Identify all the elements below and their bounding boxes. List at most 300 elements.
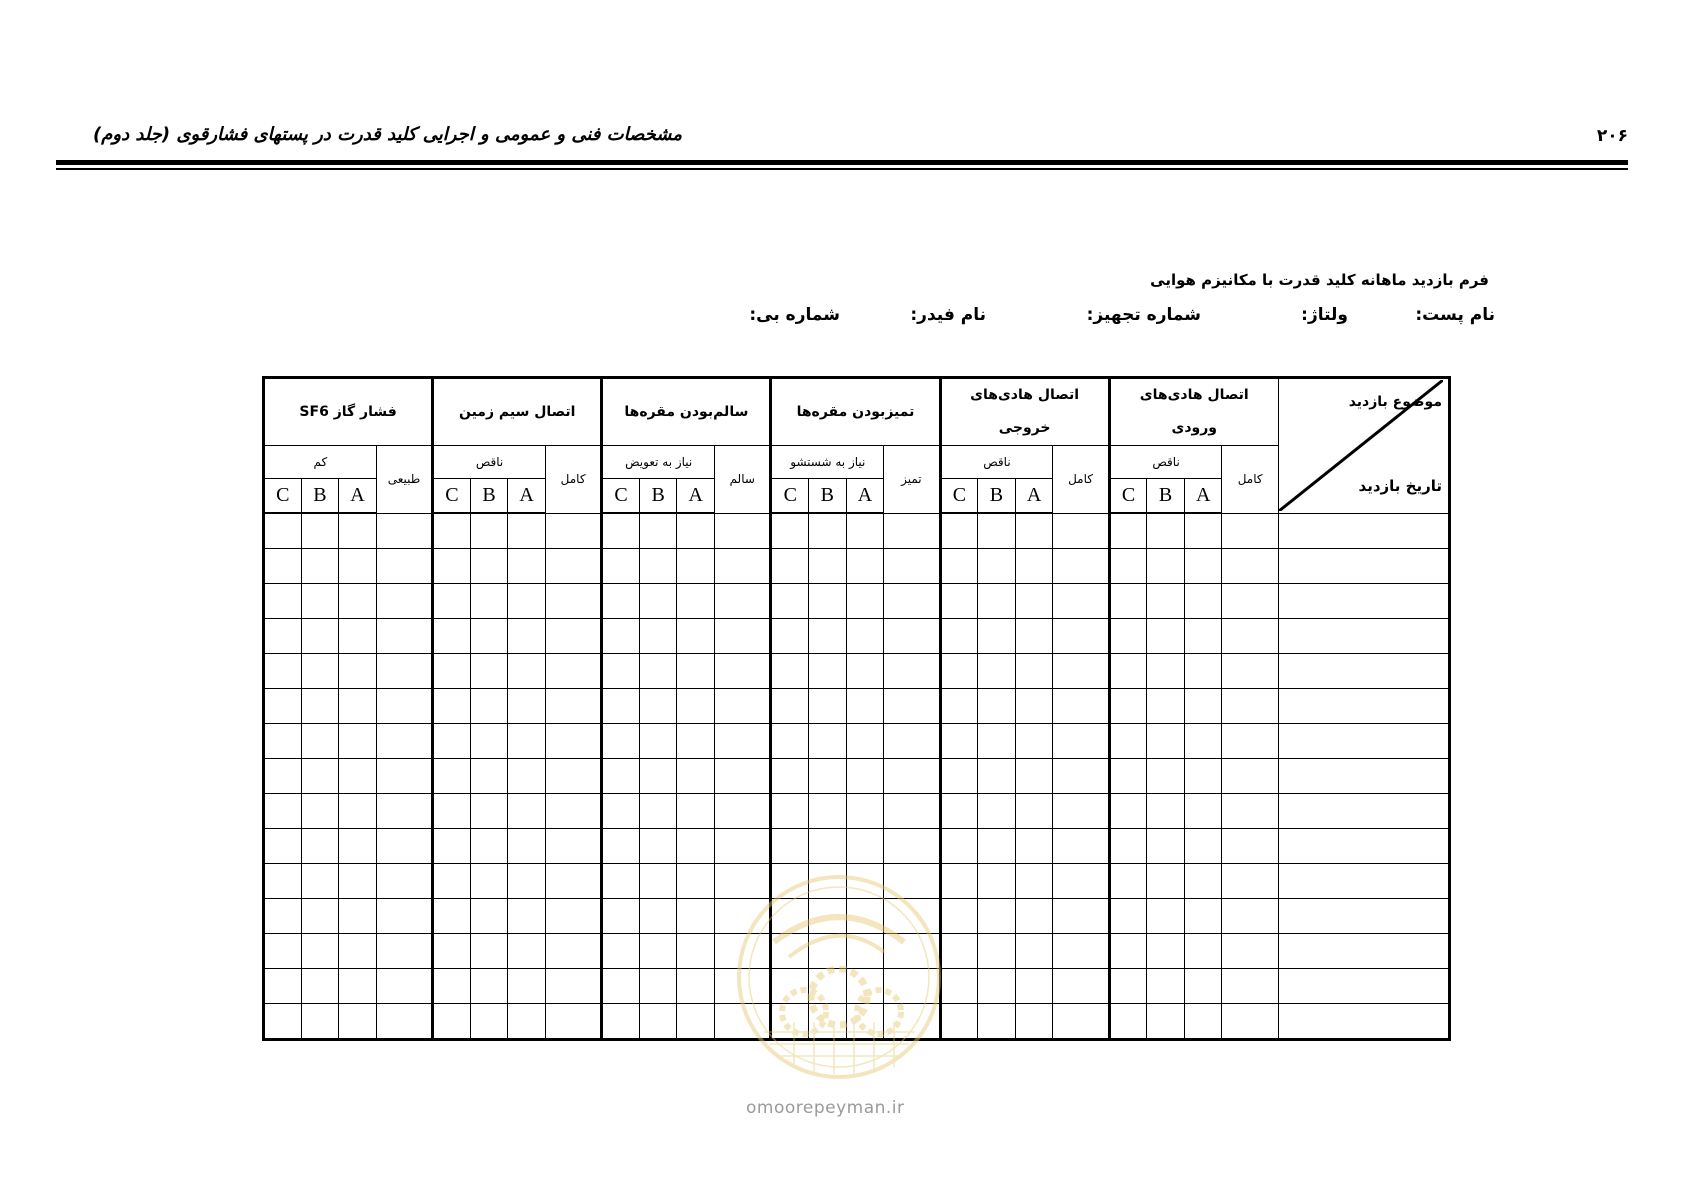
entry-cell[interactable] — [545, 829, 601, 864]
entry-cell[interactable] — [846, 619, 884, 654]
entry-cell[interactable] — [715, 829, 771, 864]
entry-cell[interactable] — [715, 619, 771, 654]
entry-cell[interactable] — [602, 724, 640, 759]
date-cell[interactable] — [1278, 794, 1449, 829]
entry-cell[interactable] — [470, 513, 508, 549]
entry-cell[interactable] — [602, 899, 640, 934]
entry-cell[interactable] — [677, 584, 715, 619]
entry-cell[interactable] — [339, 969, 377, 1004]
entry-cell[interactable] — [809, 759, 847, 794]
entry-cell[interactable] — [1147, 759, 1185, 794]
entry-cell[interactable] — [677, 759, 715, 794]
entry-cell[interactable] — [339, 759, 377, 794]
entry-cell[interactable] — [1053, 584, 1109, 619]
entry-cell[interactable] — [846, 724, 884, 759]
entry-cell[interactable] — [1222, 584, 1278, 619]
entry-cell[interactable] — [809, 549, 847, 584]
entry-cell[interactable] — [978, 584, 1016, 619]
entry-cell[interactable] — [470, 689, 508, 724]
entry-cell[interactable] — [1147, 513, 1185, 549]
entry-cell[interactable] — [1053, 654, 1109, 689]
entry-cell[interactable] — [470, 759, 508, 794]
entry-cell[interactable] — [1222, 864, 1278, 899]
entry-cell[interactable] — [1053, 969, 1109, 1004]
entry-cell[interactable] — [1109, 934, 1147, 969]
entry-cell[interactable] — [809, 584, 847, 619]
entry-cell[interactable] — [771, 794, 809, 829]
entry-cell[interactable] — [264, 899, 302, 934]
entry-cell[interactable] — [1053, 619, 1109, 654]
entry-cell[interactable] — [715, 513, 771, 549]
entry-cell[interactable] — [508, 759, 546, 794]
entry-cell[interactable] — [771, 654, 809, 689]
entry-cell[interactable] — [1109, 969, 1147, 1004]
entry-cell[interactable] — [1015, 584, 1053, 619]
entry-cell[interactable] — [339, 899, 377, 934]
entry-cell[interactable] — [884, 549, 940, 584]
entry-cell[interactable] — [1109, 619, 1147, 654]
entry-cell[interactable] — [1222, 969, 1278, 1004]
entry-cell[interactable] — [639, 619, 677, 654]
entry-cell[interactable] — [1109, 513, 1147, 549]
entry-cell[interactable] — [940, 759, 978, 794]
entry-cell[interactable] — [545, 794, 601, 829]
entry-cell[interactable] — [301, 549, 339, 584]
entry-cell[interactable] — [1147, 689, 1185, 724]
entry-cell[interactable] — [339, 549, 377, 584]
entry-cell[interactable] — [1109, 829, 1147, 864]
entry-cell[interactable] — [433, 759, 471, 794]
entry-cell[interactable] — [376, 619, 432, 654]
entry-cell[interactable] — [470, 549, 508, 584]
entry-cell[interactable] — [1222, 899, 1278, 934]
entry-cell[interactable] — [602, 794, 640, 829]
entry-cell[interactable] — [978, 794, 1016, 829]
entry-cell[interactable] — [508, 794, 546, 829]
entry-cell[interactable] — [1147, 1004, 1185, 1040]
entry-cell[interactable] — [771, 724, 809, 759]
entry-cell[interactable] — [545, 899, 601, 934]
entry-cell[interactable] — [376, 513, 432, 549]
entry-cell[interactable] — [1147, 724, 1185, 759]
entry-cell[interactable] — [1147, 934, 1185, 969]
entry-cell[interactable] — [264, 1004, 302, 1040]
entry-cell[interactable] — [940, 899, 978, 934]
entry-cell[interactable] — [545, 864, 601, 899]
entry-cell[interactable] — [1147, 829, 1185, 864]
entry-cell[interactable] — [602, 864, 640, 899]
entry-cell[interactable] — [508, 513, 546, 549]
entry-cell[interactable] — [508, 549, 546, 584]
entry-cell[interactable] — [846, 549, 884, 584]
entry-cell[interactable] — [301, 759, 339, 794]
entry-cell[interactable] — [1222, 549, 1278, 584]
entry-cell[interactable] — [264, 829, 302, 864]
entry-cell[interactable] — [602, 759, 640, 794]
entry-cell[interactable] — [1015, 934, 1053, 969]
entry-cell[interactable] — [433, 899, 471, 934]
entry-cell[interactable] — [940, 689, 978, 724]
entry-cell[interactable] — [677, 724, 715, 759]
entry-cell[interactable] — [884, 584, 940, 619]
entry-cell[interactable] — [433, 513, 471, 549]
date-cell[interactable] — [1278, 584, 1449, 619]
entry-cell[interactable] — [846, 584, 884, 619]
entry-cell[interactable] — [639, 794, 677, 829]
entry-cell[interactable] — [301, 513, 339, 549]
entry-cell[interactable] — [978, 513, 1016, 549]
entry-cell[interactable] — [846, 654, 884, 689]
entry-cell[interactable] — [508, 969, 546, 1004]
entry-cell[interactable] — [1184, 654, 1222, 689]
entry-cell[interactable] — [1184, 549, 1222, 584]
entry-cell[interactable] — [771, 513, 809, 549]
entry-cell[interactable] — [809, 513, 847, 549]
entry-cell[interactable] — [264, 794, 302, 829]
entry-cell[interactable] — [1184, 759, 1222, 794]
entry-cell[interactable] — [771, 829, 809, 864]
entry-cell[interactable] — [978, 864, 1016, 899]
entry-cell[interactable] — [545, 619, 601, 654]
entry-cell[interactable] — [677, 619, 715, 654]
date-cell[interactable] — [1278, 689, 1449, 724]
entry-cell[interactable] — [978, 654, 1016, 689]
entry-cell[interactable] — [339, 829, 377, 864]
entry-cell[interactable] — [978, 829, 1016, 864]
entry-cell[interactable] — [301, 724, 339, 759]
entry-cell[interactable] — [376, 934, 432, 969]
entry-cell[interactable] — [1147, 619, 1185, 654]
entry-cell[interactable] — [433, 794, 471, 829]
entry-cell[interactable] — [1109, 584, 1147, 619]
entry-cell[interactable] — [264, 654, 302, 689]
entry-cell[interactable] — [470, 864, 508, 899]
entry-cell[interactable] — [639, 654, 677, 689]
entry-cell[interactable] — [715, 724, 771, 759]
entry-cell[interactable] — [1222, 724, 1278, 759]
entry-cell[interactable] — [545, 724, 601, 759]
entry-cell[interactable] — [602, 584, 640, 619]
entry-cell[interactable] — [301, 689, 339, 724]
entry-cell[interactable] — [639, 584, 677, 619]
entry-cell[interactable] — [809, 794, 847, 829]
entry-cell[interactable] — [602, 689, 640, 724]
entry-cell[interactable] — [884, 759, 940, 794]
entry-cell[interactable] — [884, 619, 940, 654]
entry-cell[interactable] — [470, 724, 508, 759]
entry-cell[interactable] — [715, 549, 771, 584]
entry-cell[interactable] — [602, 549, 640, 584]
entry-cell[interactable] — [677, 549, 715, 584]
date-cell[interactable] — [1278, 864, 1449, 899]
entry-cell[interactable] — [1015, 1004, 1053, 1040]
entry-cell[interactable] — [470, 934, 508, 969]
entry-cell[interactable] — [602, 829, 640, 864]
entry-cell[interactable] — [301, 899, 339, 934]
entry-cell[interactable] — [508, 1004, 546, 1040]
entry-cell[interactable] — [376, 759, 432, 794]
entry-cell[interactable] — [301, 654, 339, 689]
entry-cell[interactable] — [508, 829, 546, 864]
entry-cell[interactable] — [1222, 689, 1278, 724]
entry-cell[interactable] — [470, 654, 508, 689]
entry-cell[interactable] — [545, 1004, 601, 1040]
entry-cell[interactable] — [508, 864, 546, 899]
entry-cell[interactable] — [677, 934, 715, 969]
entry-cell[interactable] — [1053, 759, 1109, 794]
entry-cell[interactable] — [940, 934, 978, 969]
entry-cell[interactable] — [470, 584, 508, 619]
entry-cell[interactable] — [978, 969, 1016, 1004]
entry-cell[interactable] — [1053, 899, 1109, 934]
entry-cell[interactable] — [978, 934, 1016, 969]
date-cell[interactable] — [1278, 829, 1449, 864]
entry-cell[interactable] — [1222, 934, 1278, 969]
entry-cell[interactable] — [1109, 899, 1147, 934]
entry-cell[interactable] — [771, 619, 809, 654]
entry-cell[interactable] — [1109, 759, 1147, 794]
entry-cell[interactable] — [677, 969, 715, 1004]
entry-cell[interactable] — [339, 1004, 377, 1040]
entry-cell[interactable] — [1147, 794, 1185, 829]
entry-cell[interactable] — [1184, 899, 1222, 934]
entry-cell[interactable] — [470, 1004, 508, 1040]
entry-cell[interactable] — [1184, 864, 1222, 899]
entry-cell[interactable] — [639, 689, 677, 724]
entry-cell[interactable] — [809, 829, 847, 864]
entry-cell[interactable] — [940, 864, 978, 899]
entry-cell[interactable] — [1015, 864, 1053, 899]
entry-cell[interactable] — [339, 619, 377, 654]
entry-cell[interactable] — [809, 724, 847, 759]
entry-cell[interactable] — [884, 829, 940, 864]
entry-cell[interactable] — [1053, 794, 1109, 829]
entry-cell[interactable] — [602, 934, 640, 969]
entry-cell[interactable] — [1147, 969, 1185, 1004]
entry-cell[interactable] — [470, 899, 508, 934]
entry-cell[interactable] — [846, 513, 884, 549]
entry-cell[interactable] — [301, 934, 339, 969]
entry-cell[interactable] — [639, 864, 677, 899]
entry-cell[interactable] — [264, 549, 302, 584]
entry-cell[interactable] — [264, 724, 302, 759]
entry-cell[interactable] — [1015, 513, 1053, 549]
entry-cell[interactable] — [433, 864, 471, 899]
entry-cell[interactable] — [809, 619, 847, 654]
entry-cell[interactable] — [433, 549, 471, 584]
entry-cell[interactable] — [940, 619, 978, 654]
entry-cell[interactable] — [602, 969, 640, 1004]
entry-cell[interactable] — [264, 969, 302, 1004]
entry-cell[interactable] — [433, 724, 471, 759]
entry-cell[interactable] — [677, 654, 715, 689]
entry-cell[interactable] — [677, 689, 715, 724]
entry-cell[interactable] — [1053, 864, 1109, 899]
entry-cell[interactable] — [1184, 724, 1222, 759]
entry-cell[interactable] — [1222, 794, 1278, 829]
entry-cell[interactable] — [470, 619, 508, 654]
entry-cell[interactable] — [376, 829, 432, 864]
entry-cell[interactable] — [508, 654, 546, 689]
entry-cell[interactable] — [1184, 584, 1222, 619]
entry-cell[interactable] — [771, 759, 809, 794]
entry-cell[interactable] — [1184, 794, 1222, 829]
entry-cell[interactable] — [1184, 829, 1222, 864]
entry-cell[interactable] — [1015, 899, 1053, 934]
entry-cell[interactable] — [1184, 1004, 1222, 1040]
entry-cell[interactable] — [940, 549, 978, 584]
date-cell[interactable] — [1278, 969, 1449, 1004]
date-cell[interactable] — [1278, 759, 1449, 794]
entry-cell[interactable] — [301, 619, 339, 654]
entry-cell[interactable] — [1015, 794, 1053, 829]
entry-cell[interactable] — [339, 864, 377, 899]
entry-cell[interactable] — [1053, 549, 1109, 584]
entry-cell[interactable] — [264, 689, 302, 724]
entry-cell[interactable] — [978, 724, 1016, 759]
entry-cell[interactable] — [545, 759, 601, 794]
entry-cell[interactable] — [508, 689, 546, 724]
entry-cell[interactable] — [1147, 899, 1185, 934]
entry-cell[interactable] — [677, 899, 715, 934]
entry-cell[interactable] — [1015, 654, 1053, 689]
entry-cell[interactable] — [1184, 934, 1222, 969]
entry-cell[interactable] — [940, 794, 978, 829]
entry-cell[interactable] — [884, 513, 940, 549]
entry-cell[interactable] — [884, 654, 940, 689]
entry-cell[interactable] — [545, 513, 601, 549]
date-cell[interactable] — [1278, 1004, 1449, 1040]
entry-cell[interactable] — [940, 513, 978, 549]
date-cell[interactable] — [1278, 899, 1449, 934]
entry-cell[interactable] — [1109, 689, 1147, 724]
entry-cell[interactable] — [715, 584, 771, 619]
entry-cell[interactable] — [376, 654, 432, 689]
entry-cell[interactable] — [508, 934, 546, 969]
entry-cell[interactable] — [1184, 619, 1222, 654]
entry-cell[interactable] — [639, 1004, 677, 1040]
entry-cell[interactable] — [508, 584, 546, 619]
entry-cell[interactable] — [376, 899, 432, 934]
entry-cell[interactable] — [1053, 513, 1109, 549]
entry-cell[interactable] — [771, 549, 809, 584]
entry-cell[interactable] — [884, 794, 940, 829]
entry-cell[interactable] — [339, 794, 377, 829]
entry-cell[interactable] — [376, 1004, 432, 1040]
entry-cell[interactable] — [639, 969, 677, 1004]
entry-cell[interactable] — [508, 619, 546, 654]
entry-cell[interactable] — [1184, 513, 1222, 549]
entry-cell[interactable] — [470, 969, 508, 1004]
entry-cell[interactable] — [1222, 759, 1278, 794]
entry-cell[interactable] — [639, 549, 677, 584]
entry-cell[interactable] — [264, 619, 302, 654]
entry-cell[interactable] — [639, 513, 677, 549]
entry-cell[interactable] — [1015, 759, 1053, 794]
entry-cell[interactable] — [1109, 724, 1147, 759]
entry-cell[interactable] — [264, 584, 302, 619]
entry-cell[interactable] — [978, 899, 1016, 934]
entry-cell[interactable] — [1147, 864, 1185, 899]
entry-cell[interactable] — [978, 689, 1016, 724]
entry-cell[interactable] — [1015, 689, 1053, 724]
entry-cell[interactable] — [301, 794, 339, 829]
date-cell[interactable] — [1278, 724, 1449, 759]
entry-cell[interactable] — [846, 689, 884, 724]
entry-cell[interactable] — [940, 724, 978, 759]
entry-cell[interactable] — [1015, 549, 1053, 584]
entry-cell[interactable] — [639, 724, 677, 759]
entry-cell[interactable] — [376, 969, 432, 1004]
entry-cell[interactable] — [1147, 549, 1185, 584]
entry-cell[interactable] — [264, 513, 302, 549]
entry-cell[interactable] — [1222, 513, 1278, 549]
entry-cell[interactable] — [715, 689, 771, 724]
entry-cell[interactable] — [602, 513, 640, 549]
entry-cell[interactable] — [1222, 654, 1278, 689]
entry-cell[interactable] — [508, 899, 546, 934]
entry-cell[interactable] — [715, 654, 771, 689]
entry-cell[interactable] — [1222, 619, 1278, 654]
entry-cell[interactable] — [545, 689, 601, 724]
entry-cell[interactable] — [545, 934, 601, 969]
entry-cell[interactable] — [602, 654, 640, 689]
entry-cell[interactable] — [301, 1004, 339, 1040]
entry-cell[interactable] — [978, 619, 1016, 654]
entry-cell[interactable] — [1015, 619, 1053, 654]
entry-cell[interactable] — [677, 829, 715, 864]
entry-cell[interactable] — [301, 969, 339, 1004]
entry-cell[interactable] — [771, 584, 809, 619]
entry-cell[interactable] — [771, 689, 809, 724]
entry-cell[interactable] — [940, 1004, 978, 1040]
entry-cell[interactable] — [1015, 724, 1053, 759]
entry-cell[interactable] — [545, 584, 601, 619]
entry-cell[interactable] — [508, 724, 546, 759]
entry-cell[interactable] — [1109, 1004, 1147, 1040]
entry-cell[interactable] — [940, 654, 978, 689]
entry-cell[interactable] — [602, 619, 640, 654]
entry-cell[interactable] — [884, 689, 940, 724]
entry-cell[interactable] — [1109, 794, 1147, 829]
entry-cell[interactable] — [639, 899, 677, 934]
entry-cell[interactable] — [1109, 654, 1147, 689]
entry-cell[interactable] — [602, 1004, 640, 1040]
entry-cell[interactable] — [978, 549, 1016, 584]
entry-cell[interactable] — [1053, 829, 1109, 864]
entry-cell[interactable] — [433, 1004, 471, 1040]
entry-cell[interactable] — [1015, 969, 1053, 1004]
entry-cell[interactable] — [433, 619, 471, 654]
entry-cell[interactable] — [715, 759, 771, 794]
entry-cell[interactable] — [545, 654, 601, 689]
entry-cell[interactable] — [940, 829, 978, 864]
entry-cell[interactable] — [639, 759, 677, 794]
entry-cell[interactable] — [1053, 934, 1109, 969]
entry-cell[interactable] — [339, 584, 377, 619]
entry-cell[interactable] — [1053, 689, 1109, 724]
entry-cell[interactable] — [639, 829, 677, 864]
entry-cell[interactable] — [978, 759, 1016, 794]
entry-cell[interactable] — [433, 969, 471, 1004]
date-cell[interactable] — [1278, 513, 1449, 549]
entry-cell[interactable] — [1184, 689, 1222, 724]
entry-cell[interactable] — [433, 829, 471, 864]
entry-cell[interactable] — [940, 584, 978, 619]
entry-cell[interactable] — [376, 794, 432, 829]
entry-cell[interactable] — [339, 513, 377, 549]
entry-cell[interactable] — [846, 759, 884, 794]
